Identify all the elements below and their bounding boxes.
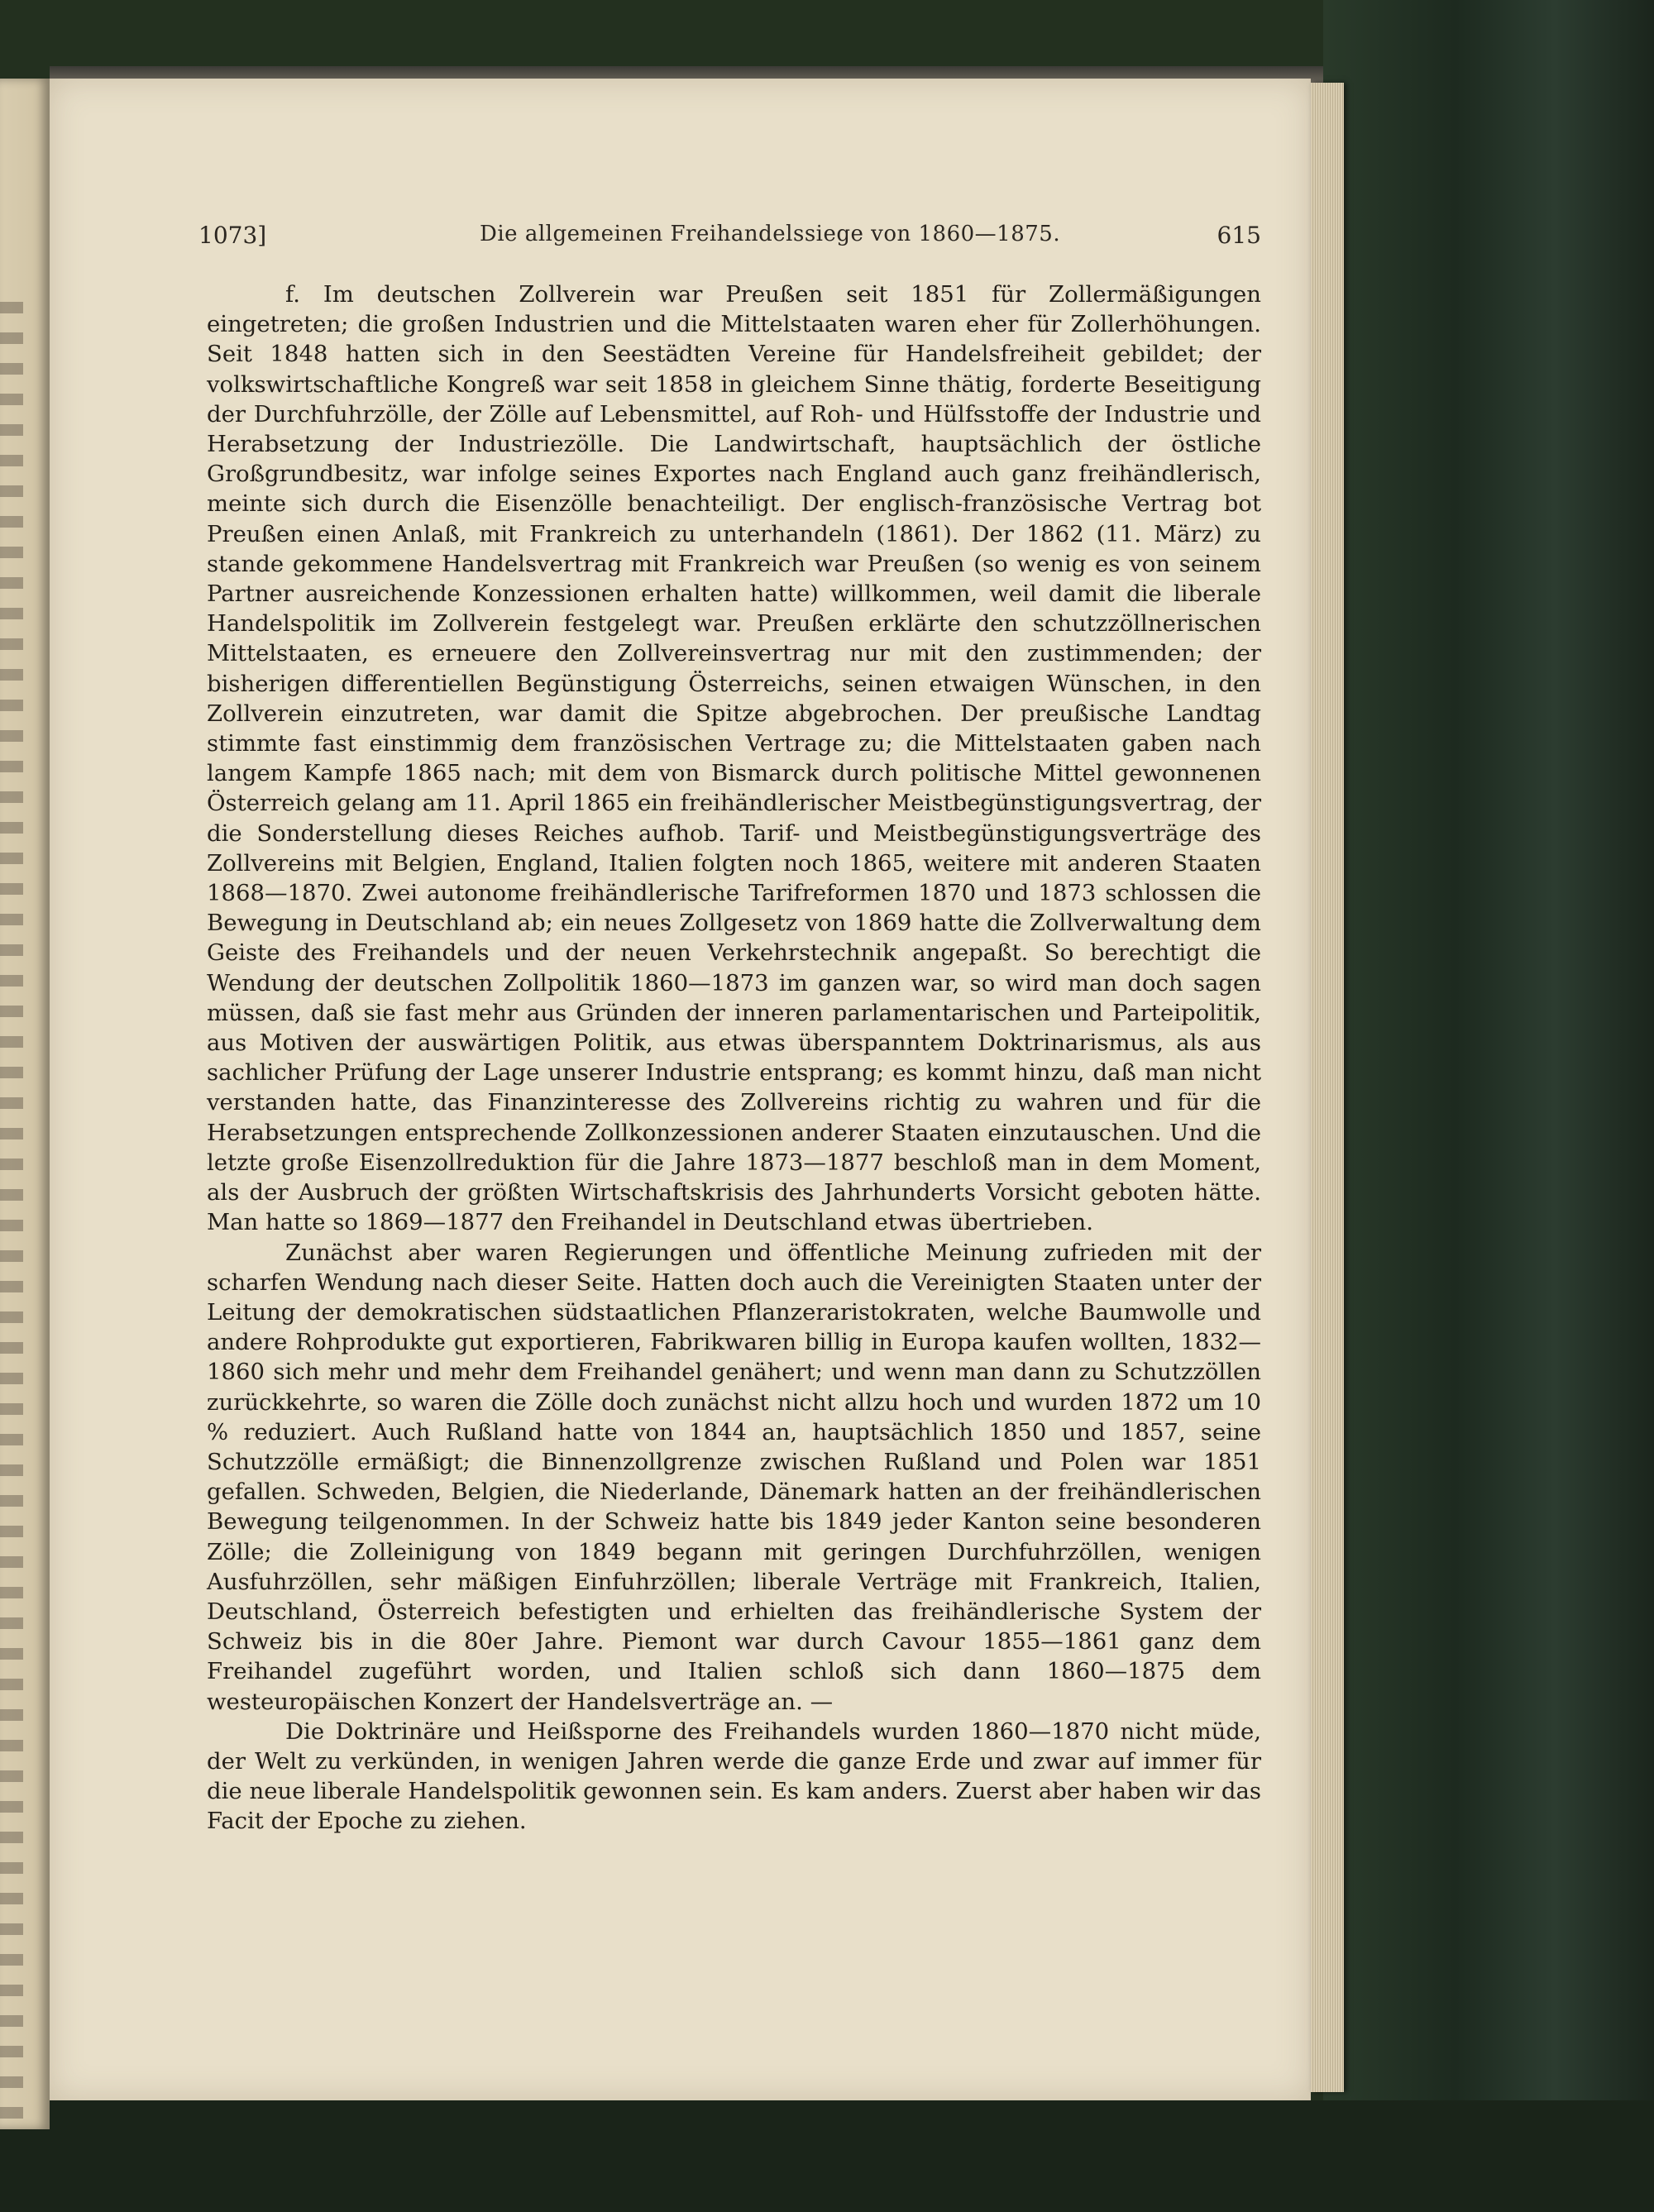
- facing-page-text-edge: [0, 302, 23, 2121]
- paragraph: Die Doktrinäre und Heißsporne des Freihandels wurden 1860—1870 nicht müde, der Welt zu verkünden, in wenigen Jahren werde die ganze Erde und zwar auf immer für die neue liberale Handelspolitik gewonnen sein. Es kam anders. Zuerst aber haben wir das Facit der Epoche zu ziehen.: [207, 1718, 1261, 1835]
- book-cover-right: [1323, 0, 1654, 2212]
- facing-page: [0, 79, 50, 2129]
- paragraph: f. Im deutschen Zollverein war Preußen seit 1851 für Zollermäßigungen eingetreten; die großen Industrien und die Mittelstaaten waren eher für Zollerhöhungen. Seit 1848 hatten sich in den Seestädten Vereine für Handelsfreiheit gebildet; der volkswirtschaftliche Kongreß war seit 1858 in gleichem Sinne thätig, forderte Beseitigung der Durchfuhrzölle, der Zölle auf Lebensmittel, auf Roh- und Hülfsstoffe der Industrie und Herabsetzung der Industriezölle. Die Landwirtschaft, hauptsächlich der östliche Großgrundbesitz, war infolge seines Exportes nach England auch ganz freihändlerisch, meinte sich durch die Eisenzölle benachteiligt. Der englisch-französische Vertrag bot Preußen einen Anlaß, mit Frankreich zu unterhandeln (1861). Der 1862 (11. März) zu stande gekommene Handelsvertrag mit Frankreich war Preußen (so wenig es von seinem Partner ausreichende Konzessionen erhalten hatte) willkommen, weil damit die liberale Handelspolitik im Zollverein festgelegt war. Preußen erklärte den schutzzöllnerischen Mittelstaaten, es erneuere den Zollvereinsvertrag nur mit den zustimmenden; der bisherigen differentiellen Begünstigung Österreichs, seinen etwaigen Wünschen, in den Zollverein einzutreten, war damit die Spitze abgebrochen. Der preußische Landtag stimmte fast einstimmig dem französischen Vertrage zu; die Mittelstaaten gaben nach langem Kampfe 1865 nach; mit dem von Bismarck durch politische Mittel gewonnenen Österreich gelang am 11. April 1865 ein freihändlerischer Meistbegünstigungsvertrag, der die Sonderstellung dieses Reiches aufhob. Tarif- und Meistbegünstigungsverträge des Zollvereins mit Belgien, England, Italien folgten noch 1865, weitere mit anderen Staaten 1868—1870. Zwei autonome freihändlerische Tarifreformen 1870 und 1873 schlossen die Bewegung in Deutschland ab; ein neues Zollgesetz von 1869 hatte die Zollverwaltung dem Geiste des Freihandels und der neuen Verkehrstechnik angepaßt. So berechtigt die Wendung der deutschen Zollpolitik 1860—1873 im ganzen war, so wird man doch sagen müssen, daß sie fast mehr aus Gründen der inneren parlamentarischen und Parteipolitik, aus Motiven der auswärtigen Politik, aus etwas überspanntem Doktrinarismus, als aus sachlicher Prüfung der Lage unserer Industrie entsprang; es kommt hinzu, daß man nicht verstanden hatte, das Finanzinteresse des Zollvereins richtig zu wahren und für die Herabsetzungen entsprechende Zollkonzessionen anderer Staaten einzutauschen. Und die letzte große Eisenzollreduktion für die Jahre 1873—1877 beschloß man in dem Moment, als der Ausbruch der größten Wirtschaftskrisis des Jahrhunderts Vorsicht geboten hätte. Man hatte so 1869—1877 den Freihandel in Deutschland etwas übertrieben.: [207, 281, 1261, 1236]
- page-header: [198, 222, 1261, 263]
- book-cover-bottom: [0, 2100, 1654, 2212]
- page-reference: 1073]: [198, 222, 267, 249]
- running-title: Die allgemeinen Freihandelssiege von 1860—1875.: [480, 222, 1061, 246]
- page-number: 615: [1217, 222, 1261, 249]
- paragraph: Zunächst aber waren Regierungen und öffentliche Meinung zufrieden mit der scharfen Wendung nach dieser Seite. Hatten doch auch die Vereinigten Staaten unter der Leitung der demokratischen südstaatlichen Pflanzeraristokraten, welche Baumwolle und andere Rohprodukte gut exportieren, Fabrikwaren billig in Europa kaufen wollten, 1832—1860 sich mehr und mehr dem Freihandel genähert; und wenn man dann zu Schutzzöllen zurückkehrte, so waren die Zölle doch zunächst nicht allzu hoch und wurden 1872 um 10 % reduziert. Auch Rußland hatte von 1844 an, hauptsächlich 1850 und 1857, seine Schutzzölle ermäßigt; die Binnenzollgrenze zwischen Rußland und Polen war 1851 gefallen. Schweden, Belgien, die Niederlande, Dänemark hatten an der freihändlerischen Bewegung teilgenommen. In der Schweiz hatte bis 1849 jeder Kanton seine besonderen Zölle; die Zolleinigung von 1849 begann mit geringen Durchfuhrzöllen, wenigen Ausfuhrzöllen, sehr mäßigen Einfuhrzöllen; liberale Verträge mit Frankreich, Italien, Deutschland, Österreich befestigten und erhielten das freihändlerische System der Schweiz bis in die 80er Jahre. Piemont war durch Cavour 1855—1861 ganz dem Freihandel zugeführt worden, und Italien schloß sich dann 1860—1875 dem westeuropäischen Konzert der Handelsverträge an. —: [207, 1239, 1261, 1715]
- body-text: [207, 279, 1261, 1837]
- page-edges: [1311, 83, 1344, 2092]
